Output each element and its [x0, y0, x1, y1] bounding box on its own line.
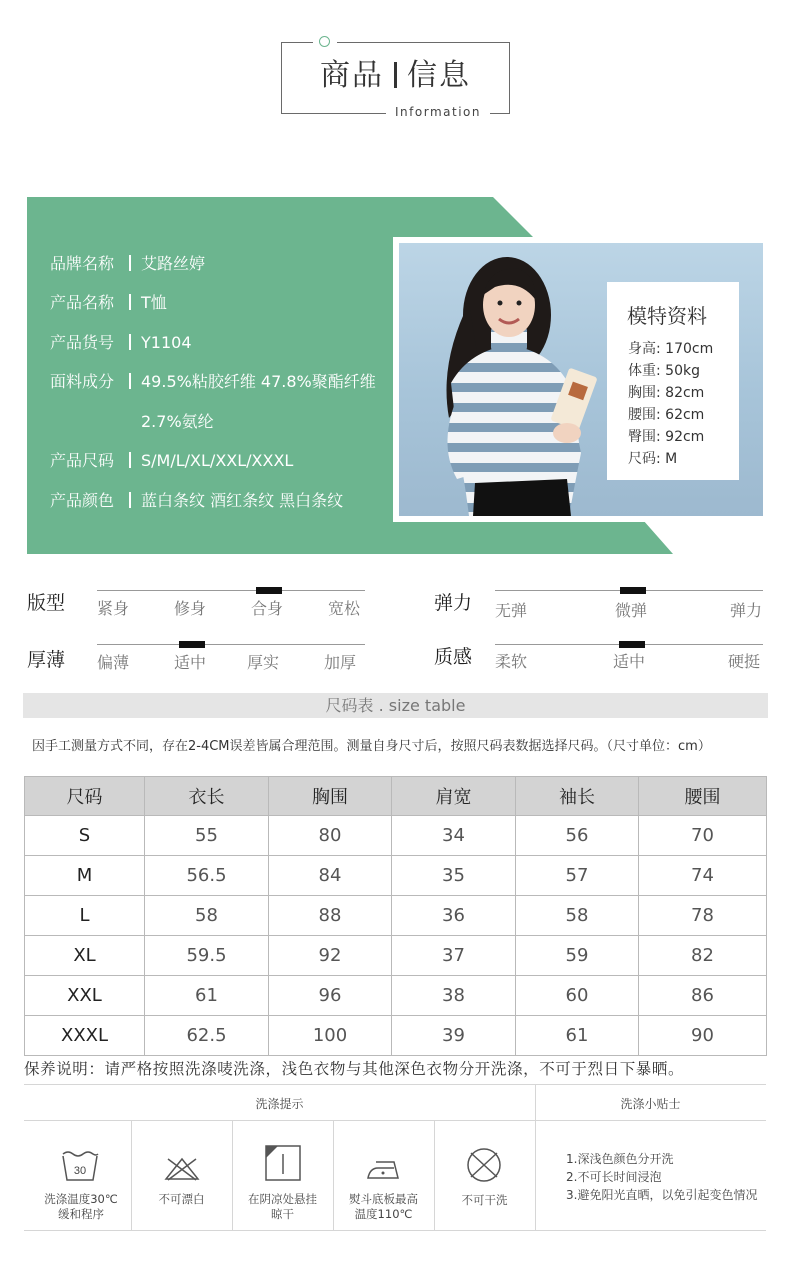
value-cell: 88 [269, 896, 392, 936]
stretch-option: 弹力 [730, 601, 763, 620]
model-hip: 臀围: 92cm [628, 429, 705, 445]
value-cell: 55 [145, 816, 269, 856]
line-dry-shade-icon [264, 1144, 302, 1182]
stretch-scale-marker [620, 587, 646, 594]
size-cell: M [25, 856, 145, 896]
table-row [25, 976, 767, 1016]
model-size: 尺码: M [628, 451, 678, 467]
fit-option-selected: 合身 [251, 599, 284, 618]
table-row [25, 936, 767, 976]
stretch-option: 无弹 [495, 601, 528, 620]
thickness-scale-marker [179, 641, 205, 648]
value-cell: 60 [516, 976, 639, 1016]
size-cell: L [25, 896, 145, 936]
value-cell: 57 [516, 856, 639, 896]
value-cell: 82 [639, 936, 767, 976]
value-cell: 56 [516, 816, 639, 856]
table-row [25, 856, 767, 896]
thickness-scale-title: 厚薄 [27, 649, 66, 671]
thickness-option: 偏薄 [97, 653, 130, 672]
texture-scale-title: 质感 [434, 646, 473, 668]
value-cell: 74 [639, 856, 767, 896]
no-dry-clean-caption: 不可干洗 [461, 1193, 508, 1207]
header-cell: 衣长 [145, 777, 269, 816]
divider [24, 1120, 766, 1121]
divider [24, 1230, 766, 1231]
size-cell: XL [25, 936, 145, 976]
thickness-option: 加厚 [324, 653, 357, 672]
page-title: 商品 信息 [320, 58, 471, 93]
info-row-fabric: 面料成分 49.5%粘胶纤维 47.8%聚酯纤维 [50, 372, 376, 391]
texture-option: 硬挺 [728, 652, 761, 671]
value-cell: 80 [269, 816, 392, 856]
size-cell: S [25, 816, 145, 856]
info-row-sku: 产品货号 Y1104 [50, 333, 192, 352]
size-cell: XXL [25, 976, 145, 1016]
thickness-scale-line [97, 644, 365, 645]
iron-caption: 熨斗底板最高 温度110℃ [349, 1192, 418, 1221]
no-dry-clean-icon [465, 1146, 503, 1184]
size-table-bar: 尺码表 . size table [23, 693, 768, 718]
info-row-size: 产品尺码 S/M/L/XL/XXL/XXXL [50, 451, 294, 470]
value-cell: 58 [145, 896, 269, 936]
value-cell: 34 [392, 816, 516, 856]
value-cell: 100 [269, 1016, 392, 1056]
texture-option-selected: 适中 [613, 652, 646, 671]
model-height: 身高: 170cm [628, 341, 714, 357]
size-table [24, 776, 767, 1056]
value-cell: 96 [269, 976, 392, 1016]
model-bust: 胸围: 82cm [628, 385, 705, 401]
table-row [25, 896, 767, 936]
thickness-option-selected: 适中 [174, 653, 207, 672]
header-cell: 尺码 [25, 777, 145, 816]
iron-110-icon [364, 1158, 404, 1182]
care-note: 保养说明：请严格按照洗涤唛洗涤，浅色衣物与其他深色衣物分开洗涤，不可于烈日下暴晒。 [24, 1060, 685, 1078]
value-cell: 56.5 [145, 856, 269, 896]
texture-scale-marker [619, 641, 645, 648]
size-table-header-row [25, 777, 767, 816]
divider [434, 1120, 435, 1230]
fit-scale-title: 版型 [27, 592, 66, 614]
header-cell: 腰围 [639, 777, 767, 816]
value-cell: 59 [516, 936, 639, 976]
texture-option: 柔软 [495, 652, 528, 671]
wash-tip: 3.避免阳光直晒，以免引起变色情况 [566, 1188, 758, 1202]
header-dot-icon [319, 36, 330, 47]
fit-option: 紧身 [97, 599, 130, 618]
value-cell: 70 [639, 816, 767, 856]
info-row-name: 产品名称 T恤 [50, 293, 167, 312]
value-cell: 59.5 [145, 936, 269, 976]
value-cell: 37 [392, 936, 516, 976]
stretch-option-selected: 微弹 [615, 601, 648, 620]
no-bleach-caption: 不可漂白 [158, 1192, 205, 1206]
wash-30-caption: 洗涤温度30℃ 缓和程序 [44, 1192, 118, 1221]
value-cell: 38 [392, 976, 516, 1016]
fit-scale-marker [256, 587, 282, 594]
divider [24, 1084, 766, 1085]
wash-tip: 2.不可长时间浸泡 [566, 1170, 662, 1184]
info-row-brand: 品牌名称 艾路丝婷 [50, 254, 206, 273]
table-row [25, 816, 767, 856]
value-cell: 90 [639, 1016, 767, 1056]
svg-text:30: 30 [73, 1165, 87, 1177]
fit-option: 宽松 [328, 599, 361, 618]
value-cell: 92 [269, 936, 392, 976]
size-cell: XXXL [25, 1016, 145, 1056]
wash-30-icon [60, 1148, 100, 1182]
fit-scale-line [97, 590, 365, 591]
header-cell: 胸围 [269, 777, 392, 816]
value-cell: 61 [145, 976, 269, 1016]
stretch-scale-title: 弹力 [434, 592, 473, 614]
line-dry-caption: 在阴凉处悬挂 晾干 [248, 1192, 317, 1221]
info-row-fabric-cont: 2.7%氨纶 [141, 412, 214, 431]
tips-heading: 洗涤小贴士 [620, 1097, 681, 1111]
table-row [25, 1016, 767, 1056]
header-cell: 肩宽 [392, 777, 516, 816]
wash-heading: 洗涤提示 [255, 1097, 304, 1111]
model-waist: 腰围: 62cm [628, 407, 705, 423]
divider [131, 1120, 132, 1230]
value-cell: 58 [516, 896, 639, 936]
value-cell: 61 [516, 1016, 639, 1056]
no-bleach-icon [163, 1156, 201, 1182]
size-note: 因手工测量方式不同，存在2-4CM误差皆属合理范围。测量自身尺寸后，按照尺码表数据选择尺码。（尺寸单位：cm） [32, 739, 711, 754]
value-cell: 39 [392, 1016, 516, 1056]
thickness-option: 厚实 [247, 653, 280, 672]
header-cell: 袖长 [516, 777, 639, 816]
page-subtitle: Information [395, 105, 481, 119]
value-cell: 86 [639, 976, 767, 1016]
value-cell: 35 [392, 856, 516, 896]
value-cell: 36 [392, 896, 516, 936]
model-weight: 体重: 50kg [628, 363, 700, 379]
fit-option: 修身 [174, 599, 207, 618]
model-info-title: 模特资料 [627, 304, 707, 328]
info-row-color: 产品颜色 蓝白条纹 酒红条纹 黑白条纹 [50, 491, 344, 510]
value-cell: 78 [639, 896, 767, 936]
value-cell: 62.5 [145, 1016, 269, 1056]
wash-tip: 1.深浅色颜色分开洗 [566, 1152, 674, 1166]
value-cell: 84 [269, 856, 392, 896]
